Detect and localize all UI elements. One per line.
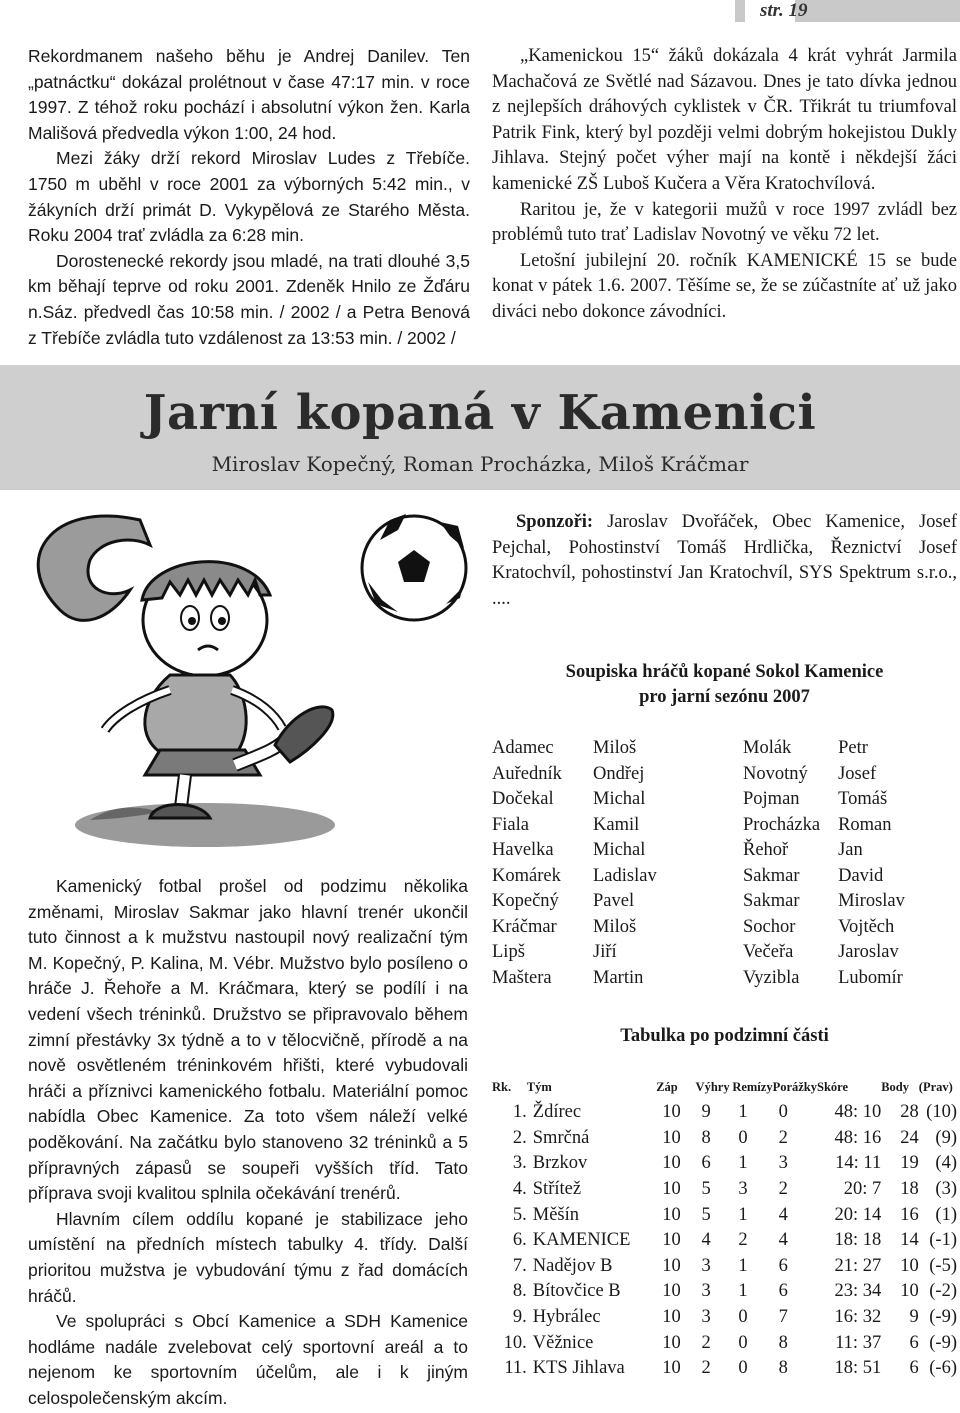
league-row: [492, 1279, 957, 1305]
league-cell: (-6): [929, 1358, 957, 1379]
roster-title-line1: Soupiska hráčů kopané Sokol Kamenice: [565, 662, 884, 682]
league-header-cell: Rk.: [492, 1079, 512, 1094]
player-surname: Řehoř: [743, 840, 789, 860]
league-cell: 16: 32: [834, 1307, 882, 1328]
roster-row: [492, 942, 733, 968]
league-cell: KAMENICE: [532, 1230, 631, 1251]
player-surname: Kopečný: [492, 891, 559, 911]
league-cell: 20: 7: [843, 1179, 882, 1200]
league-cell: 3: [701, 1281, 711, 1302]
league-cell: 6: [909, 1358, 919, 1379]
player-firstname: Lubomír: [838, 967, 903, 988]
roster-row: [743, 917, 960, 943]
player-firstname: Pavel: [593, 891, 635, 911]
player-firstname: David: [838, 865, 884, 886]
league-cell: 18: 18: [834, 1230, 882, 1251]
player-surname: Komárek: [492, 865, 561, 886]
league-cell: (-5): [929, 1255, 957, 1276]
article-paragraph: Kamenický fotbal prošel od podzimu několika změnami, Miroslav Sakmar jako hlavní trenér ukončil tuto činnost a k mužstvu nastoupil nový realizační tým M. Kopečný, P. Kalina, M. Vébr. Mužstvo bylo posíleno o hráče J. Řehoře a M. Kráčmara, který se podílí i na vedení všech tréninků. Družstvo se připravovalo během zimní přestávky 3x týdně a to v tělocvičně, přírodě a na nově osvětleném tréninkovém hřišti, které vybudovali hráči a příznivci kamenického fotbalu. Materiální pomoc nabídla Obec Kamenice. Za toto všem náleží velké poděkování. Na začátku bylo stanoveno 32 tréninků a 5 přípravných zápasů se soupeři vyšších tříd. Tato příprava svoji kvalitou splnila očekávání trenérů.: [28, 876, 468, 1204]
league-cell: (-9): [929, 1332, 957, 1353]
player-firstname: Ondřej: [593, 763, 645, 784]
league-header-cell: Záp: [656, 1079, 678, 1094]
league-cell: 10: [662, 1179, 681, 1200]
league-cell: 10: [900, 1281, 919, 1302]
league-cell: 23: 34: [834, 1281, 882, 1302]
league-cell: Věžnice: [532, 1332, 594, 1353]
league-header-cell: Body: [881, 1079, 909, 1094]
league-cell: 1.: [512, 1102, 527, 1123]
roster-row: [492, 891, 733, 917]
league-cell: Brzkov: [532, 1153, 588, 1174]
league-cell: 0: [738, 1358, 748, 1379]
league-cell: (3): [935, 1179, 957, 1200]
league-heading: Tabulka po podzimní části: [620, 1026, 829, 1046]
roster-row: [743, 815, 960, 841]
league-cell: 2: [778, 1179, 788, 1200]
league-cell: 5: [701, 1204, 711, 1225]
league-row: [492, 1305, 957, 1331]
league-cell: 4: [701, 1230, 711, 1251]
player-surname: Adamec: [492, 738, 554, 758]
league-cell: Ždírec: [532, 1102, 582, 1123]
league-cell: 3: [701, 1307, 711, 1328]
player-surname: Sakmar: [743, 891, 800, 911]
player-surname: Lipš: [492, 942, 525, 962]
player-surname: Dočekal: [492, 789, 554, 809]
league-cell: 1: [738, 1204, 748, 1225]
league-cell: 3.: [512, 1153, 527, 1174]
roster-left-table: [492, 738, 733, 993]
player-surname: Vyzibla: [743, 967, 800, 988]
intro-left-paragraph: Dorostenecké rekordy jsou mladé, na trati dlouhé 3,5 km běhají teprve od roku 2001. Zdeněk Hnilo ze Žďáru n.Sáz. předvedl čas 10:58 min. / 2002 / a Petra Benová z Třebíče zvládla tuto vzdálenost za 13:53 min. / 2002 /: [28, 250, 470, 348]
league-cell: 10: [662, 1127, 681, 1148]
league-cell: 10: [662, 1204, 681, 1225]
article-title: Jarní kopaná v Kamenici: [143, 385, 817, 441]
league-cell: 5: [701, 1179, 711, 1200]
league-cell: 14: [900, 1230, 919, 1251]
article-paragraph: Ve spolupráci s Obcí Kamenice a SDH Kamenice hodláme nadále zvelebovat celý sportovní areál a to nejenom ke sportovním účelům, ale i k jiným celospolečenským akcím.: [28, 1311, 468, 1408]
league-cell: (10): [926, 1102, 957, 1123]
league-cell: Střítež: [532, 1179, 582, 1200]
roster-row: [492, 789, 733, 815]
league-cell: 3: [778, 1153, 788, 1174]
intro-right-paragraph: Raritou je, že v kategorii mužů v roce 1997 zvládl bez problémů tuto trať Ladislav Novotný ve věku 72 let.: [492, 199, 957, 246]
roster-row: [743, 891, 960, 917]
league-cell: (9): [935, 1127, 957, 1148]
roster-heading: [492, 660, 957, 710]
league-cell: 20: 14: [834, 1204, 882, 1225]
article-authors: Miroslav Kopečný, Roman Procházka, Miloš Kráčmar: [211, 452, 749, 476]
league-cell: 16: [900, 1204, 919, 1225]
intro-left-paragraph: Mezi žáky drží rekord Miroslav Ludes z Třebíče. 1750 m uběhl v roce 2001 za výborných 5:42 min., v žákyních drží primát D. Vykypělová ze Starého Města. Roku 2004 trať zvládla za 6:28 min.: [28, 148, 470, 246]
player-firstname: Michal: [593, 789, 646, 809]
page-number: str. 19: [760, 0, 808, 21]
league-cell: 0: [778, 1102, 788, 1123]
league-cell: 1: [738, 1255, 748, 1276]
roster-row: [492, 917, 733, 943]
league-cell: 9: [909, 1307, 919, 1328]
league-cell: 11.: [504, 1358, 527, 1379]
intro-right-paragraph: Letošní jubilejní 20. ročník KAMENICKÉ 15 se bude konat v pátek 1.6. 2007. Těšíme se, že se zúčastníte ať už jako diváci nebo dokonce závodníci.: [492, 250, 957, 322]
player-firstname: Ladislav: [593, 865, 657, 886]
player-surname: Procházka: [743, 814, 821, 835]
player-surname: Maštera: [492, 967, 552, 988]
league-row: [492, 1202, 957, 1228]
league-cell: Měšín: [532, 1204, 580, 1225]
league-cell: Bítovčice B: [532, 1281, 621, 1302]
intro-left-column: [28, 44, 470, 351]
article-body: [28, 874, 468, 1411]
league-cell: 2: [701, 1332, 711, 1353]
league-header-cell: Porážky: [772, 1079, 818, 1094]
league-row: [492, 1151, 957, 1177]
league-cell: 7: [778, 1307, 788, 1328]
player-firstname: Roman: [838, 814, 892, 835]
league-cell: 6.: [512, 1230, 527, 1251]
league-cell: 0: [738, 1307, 748, 1328]
league-cell: 2: [701, 1358, 711, 1379]
league-cell: Nadějov B: [532, 1255, 613, 1276]
league-cell: (-9): [929, 1307, 957, 1328]
roster-row: [743, 968, 960, 994]
intro-right-paragraph: „Kamenickou 15“ žáků dokázala 4 krát vyhrát Jarmila Machačová ze Světlé nad Sázavou. Dnes je tato dívka jednou z nejlepších dráhových cyklistek v ČR. Třikrát tu triumfoval Patrik Fink, který byl později velmi dobrým hokejistou Dukly Jihlava. Stejný počet výher mají na kontě i někdejší žáci kamenické ZŠ Luboš Kučera a Věra Kratochvílová.: [492, 46, 957, 194]
league-cell: (-2): [929, 1281, 957, 1302]
league-header-row: [492, 1074, 957, 1100]
league-cell: 10: [662, 1281, 681, 1302]
league-cell: 10: [662, 1255, 681, 1276]
player-surname: Kráčmar: [492, 916, 557, 937]
league-cell: (1): [935, 1204, 957, 1225]
player-firstname: Miloš: [593, 738, 637, 758]
league-cell: 9: [701, 1102, 711, 1123]
league-cell: 2: [738, 1230, 748, 1251]
league-cell: 8: [778, 1332, 788, 1353]
league-cell: 48: 10: [834, 1102, 882, 1123]
league-header-cell: Tým: [526, 1079, 552, 1094]
roster-row: [492, 815, 733, 841]
football-icon: [362, 514, 466, 620]
league-cell: 1: [738, 1153, 748, 1174]
league-cell: 9.: [512, 1307, 527, 1328]
league-cell: 5.: [512, 1204, 527, 1225]
league-cell: 10: [662, 1153, 681, 1174]
player-surname: Auředník: [492, 763, 562, 784]
player-firstname: Jan: [838, 840, 863, 860]
roster-row: [492, 968, 733, 994]
player-firstname: Miroslav: [838, 891, 905, 911]
league-cell: 0: [738, 1332, 748, 1353]
player-firstname: Jiří: [593, 942, 617, 962]
roster-row: [492, 840, 733, 866]
sponsors-block: [492, 510, 957, 612]
player-surname: Sakmar: [743, 865, 800, 886]
league-cell: 1: [738, 1102, 748, 1123]
roster-right-table: [743, 738, 960, 993]
league-cell: 4.: [512, 1179, 527, 1200]
league-cell: 10: [900, 1255, 919, 1276]
girl-kicking-ball-illustration: [20, 500, 490, 870]
roster-row: [743, 764, 960, 790]
article-paragraph: Hlavním cílem oddílu kopané je stabilizace jeho umístění na předních místech tabulky 4. třídy. Další prioritou mužstva je vybudování týmu z řad domácích hráčů.: [28, 1208, 468, 1306]
league-cell: (4): [935, 1153, 957, 1174]
league-cell: 4: [778, 1230, 788, 1251]
player-firstname: Martin: [593, 967, 644, 988]
league-header-cell: Remízy: [732, 1079, 773, 1094]
league-cell: 10: [662, 1358, 681, 1379]
league-cell: 8.: [512, 1281, 527, 1302]
league-cell: 21: 27: [834, 1255, 882, 1276]
player-firstname: Petr: [838, 738, 868, 758]
league-cell: 3: [738, 1179, 748, 1200]
league-cell: 3: [701, 1255, 711, 1276]
roster-row: [492, 738, 733, 764]
player-firstname: Kamil: [593, 814, 640, 835]
league-cell: 10: [662, 1230, 681, 1251]
player-firstname: Michal: [593, 840, 646, 860]
league-row: [492, 1330, 957, 1356]
roster-row: [743, 942, 960, 968]
roster-row: [743, 738, 960, 764]
league-cell: 18: [900, 1179, 919, 1200]
player-surname: Havelka: [492, 840, 554, 860]
league-row: [492, 1126, 957, 1152]
league-cell: 4: [778, 1204, 788, 1225]
league-cell: 6: [778, 1281, 788, 1302]
league-cell: 18: 51: [834, 1358, 882, 1379]
league-cell: 10: [662, 1307, 681, 1328]
player-surname: Pojman: [743, 789, 800, 809]
roster-row: [743, 789, 960, 815]
league-cell: 6: [778, 1255, 788, 1276]
sponsors-label: Sponzoři:: [516, 512, 594, 532]
league-row: [492, 1254, 957, 1280]
roster-row: [743, 866, 960, 892]
league-cell: 14: 11: [835, 1153, 882, 1174]
league-cell: 0: [738, 1127, 748, 1148]
league-cell: 1: [738, 1281, 748, 1302]
league-cell: Hybrálec: [532, 1307, 601, 1328]
league-header-cell: Výhry: [695, 1079, 730, 1094]
league-cell: 24: [900, 1127, 919, 1148]
league-cell: 6: [701, 1153, 711, 1174]
league-row: [492, 1356, 957, 1382]
league-table: [492, 1074, 957, 1382]
roster-row: [492, 866, 733, 892]
player-surname: Novotný: [743, 763, 808, 784]
league-cell: 10.: [503, 1332, 527, 1353]
player-firstname: Vojtěch: [838, 916, 895, 937]
sponsors-text: Jaroslav Dvořáček, Obec Kamenice, Josef Pejchal, Pohostinství Tomáš Hrdlička, Řeznictví Josef Kratochvíl, pohostinství Jan Kratochvíl, SYS Spektrum s.r.o., ....: [492, 512, 957, 609]
league-cell: 8: [778, 1358, 788, 1379]
player-firstname: Tomáš: [838, 789, 888, 809]
league-header-cell: Skóre: [817, 1079, 849, 1094]
player-surname: Večeřa: [743, 942, 794, 962]
roster-row: [492, 764, 733, 790]
league-cell: 2: [778, 1127, 788, 1148]
intro-right-column: [492, 44, 957, 326]
league-cell: 7.: [512, 1255, 527, 1276]
player-firstname: Miloš: [593, 916, 637, 937]
intro-left-paragraph: Rekordmanem našeho běhu je Andrej Danilev. Ten „patnáctku“ dokázal prolétnout v čase 47:17 min. v roce 1997. Z téhož roku pochází i absolutní výkon žen. Karla Mališová předvedla výkon 1:00, 24 hod.: [28, 46, 470, 143]
league-row: [492, 1177, 957, 1203]
roster-row: [743, 840, 960, 866]
player-surname: Sochor: [743, 916, 796, 937]
league-cell: 11: 37: [835, 1332, 882, 1353]
league-cell: 10: [662, 1102, 681, 1123]
league-cell: 28: [900, 1102, 919, 1123]
league-header-cell: (Prav): [918, 1079, 953, 1094]
league-cell: 19: [900, 1153, 919, 1174]
league-cell: 8: [701, 1127, 711, 1148]
player-firstname: Josef: [838, 763, 877, 784]
league-cell: KTS Jihlava: [532, 1358, 625, 1379]
league-cell: Smrčná: [532, 1127, 590, 1148]
player-firstname: Jaroslav: [838, 942, 899, 962]
roster-title-line2: pro jarní sezónu 2007: [639, 687, 810, 707]
player-surname: Molák: [743, 738, 792, 758]
league-cell: 2.: [512, 1127, 527, 1148]
league-cell: 10: [662, 1332, 681, 1353]
league-row: [492, 1100, 957, 1126]
league-cell: 48: 16: [834, 1127, 882, 1148]
league-row: [492, 1228, 957, 1254]
league-cell: (-1): [929, 1230, 957, 1251]
league-cell: 6: [909, 1332, 919, 1353]
player-surname: Fiala: [492, 814, 529, 835]
